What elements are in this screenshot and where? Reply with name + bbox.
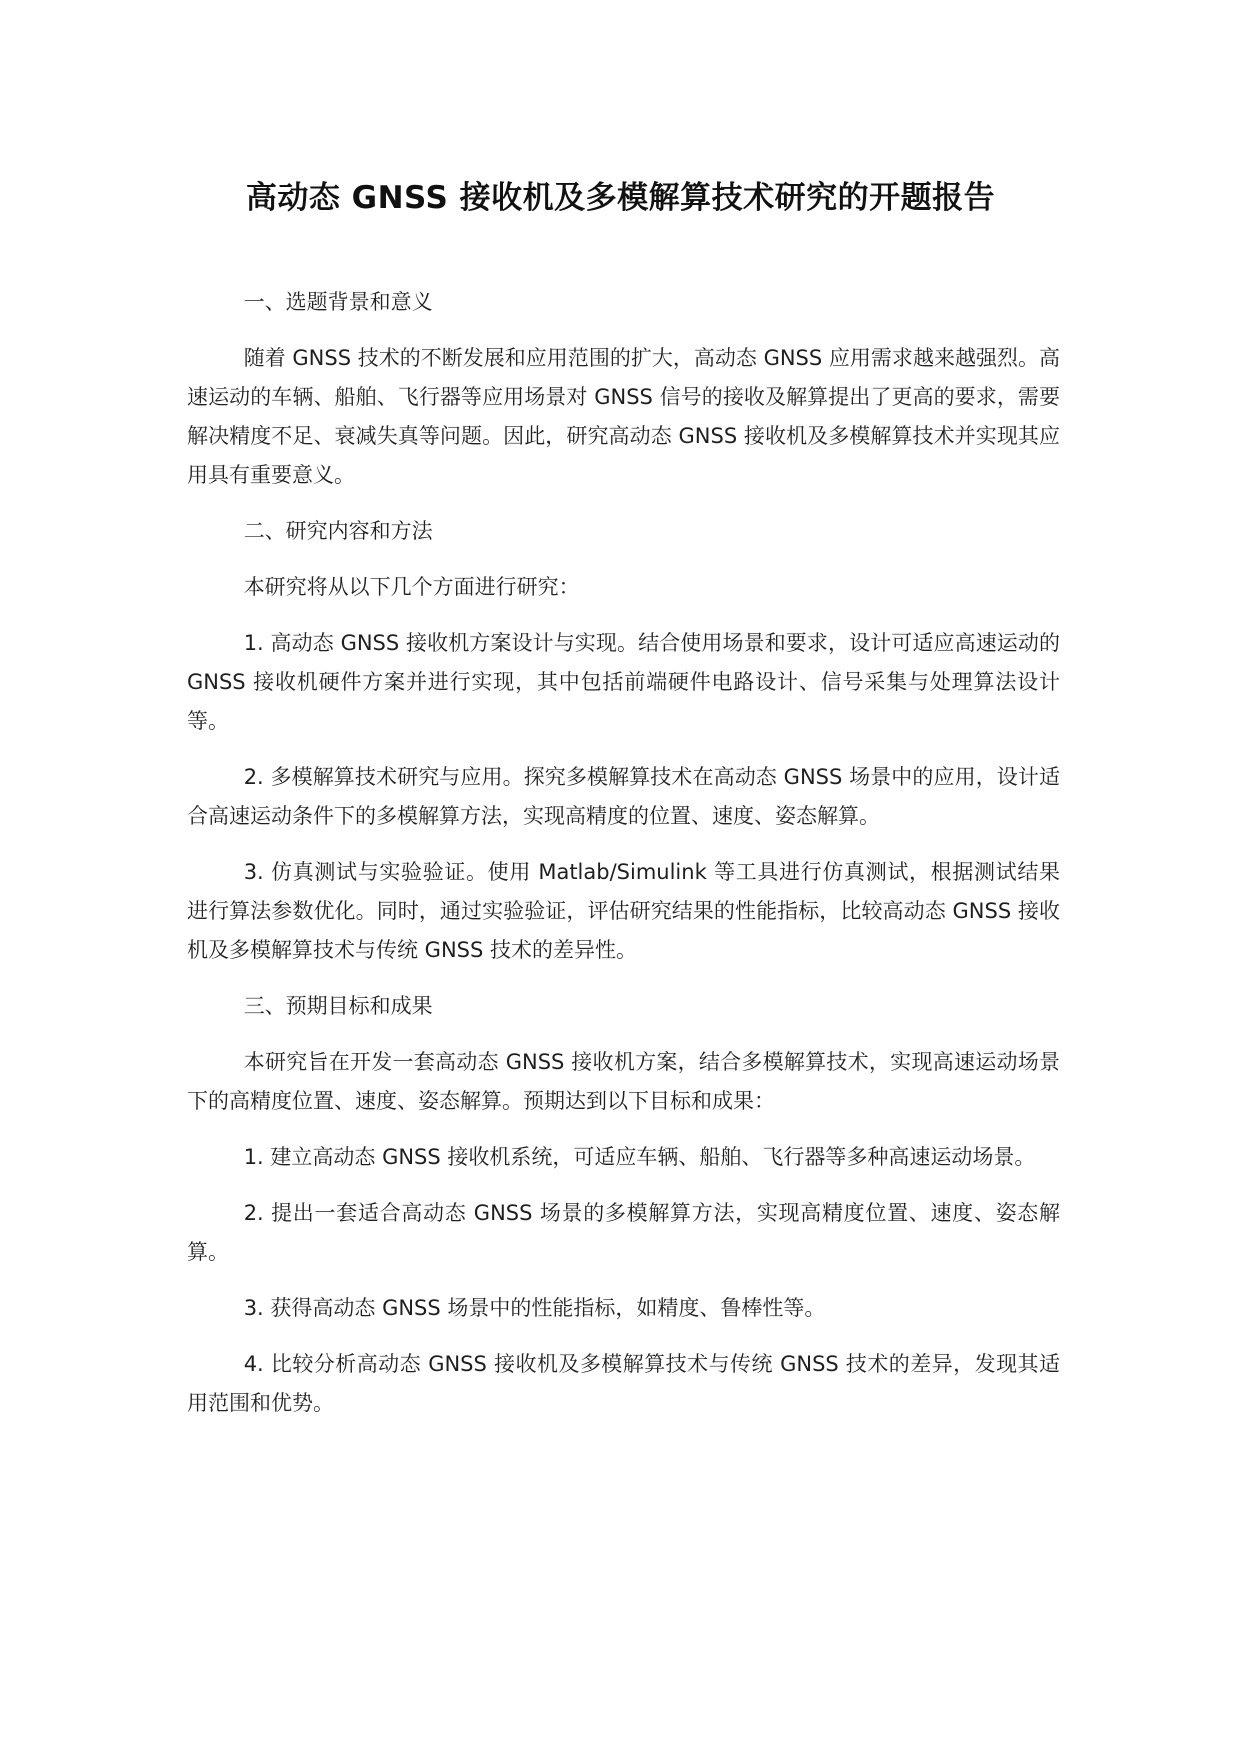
paragraph-research-item-2: 2. 多模解算技术研究与应用。探究多模解算技术在高动态 GNSS 场景中的应用，设计适合高速运动条件下的多模解算方法，实现高精度的位置、速度、姿态解算。 (187, 765, 1060, 828)
paragraph-goals-intro: 本研究旨在开发一套高动态 GNSS 接收机方案，结合多模解算技术，实现高速运动场景下的高精度位置、速度、姿态解算。预期达到以下目标和成果： (187, 1050, 1060, 1113)
paragraph-research-item-1: 1. 高动态 GNSS 接收机方案设计与实现。结合使用场景和要求，设计可适应高速运动的 GNSS 接收机硬件方案并进行实现，其中包括前端硬件电路设计、信号采集与处理算法设计等。 (187, 631, 1060, 733)
document-title: 高动态 GNSS 接收机及多模解算技术研究的开题报告 (245, 180, 996, 216)
section-heading-expected-goals: 三、预期目标和成果 (243, 994, 433, 1018)
paragraph-research-item-3: 3. 仿真测试与实验验证。使用 Matlab/Simulink 等工具进行仿真测试，根据测试结果进行算法参数优化。同时，通过实验验证，评估研究结果的性能指标，比较高动态 GNSS 接收机及多模解算技术与传统 GNSS 技术的差异性。 (187, 860, 1060, 962)
paragraph-goal-item-1: 1. 建立高动态 GNSS 接收机系统，可适应车辆、船舶、飞行器等多种高速运动场景。 (243, 1145, 1036, 1169)
document-body (187, 283, 1060, 1440)
section-heading-background: 一、选题背景和意义 (243, 290, 433, 314)
paragraph-research-intro: 本研究将从以下几个方面进行研究： (243, 575, 580, 599)
paragraph-goal-item-3: 3. 获得高动态 GNSS 场景中的性能指标，如精度、鲁棒性等。 (243, 1296, 826, 1320)
paragraph-goal-item-2: 2. 提出一套适合高动态 GNSS 场景的多模解算方法，实现高精度位置、速度、姿态解算。 (187, 1201, 1060, 1264)
paragraph-background: 随着 GNSS 技术的不断发展和应用范围的扩大，高动态 GNSS 应用需求越来越强烈。高速运动的车辆、船舶、飞行器等应用场景对 GNSS 信号的接收及解算提出了更高的要求，需要解决精度不足、衰减失真等问题。因此，研究高动态 GNSS 接收机及多模解算技术并实现其应用具有重要意义。 (187, 346, 1060, 487)
paragraph-goal-item-4: 4. 比较分析高动态 GNSS 接收机及多模解算技术与传统 GNSS 技术的差异，发现其适用范围和优势。 (187, 1352, 1060, 1415)
section-heading-research-content: 二、研究内容和方法 (243, 519, 433, 543)
